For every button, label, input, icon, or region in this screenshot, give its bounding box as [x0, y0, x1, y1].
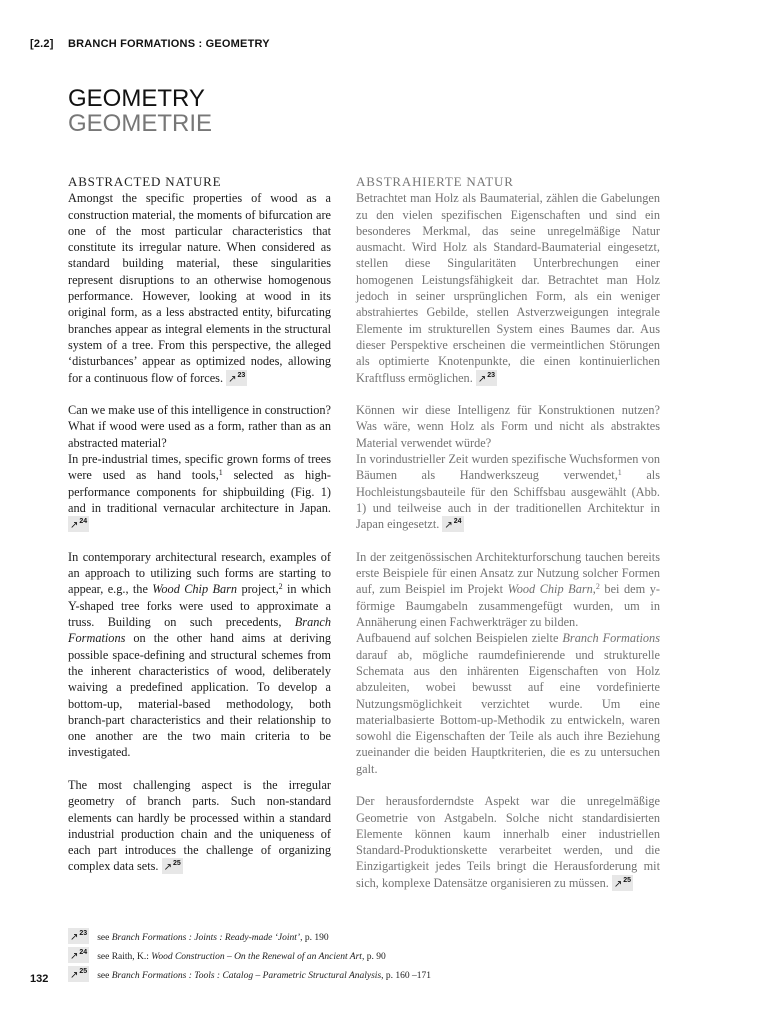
paragraph: The most challenging aspect is the irregular geometry of branch parts. Such non-standard elements can hardly be processed within a standard industrial production chain and the uniqueness of each part introduces the challenge of organizing complex data sets. ↗$^{25}$: [68, 777, 331, 874]
arrow-icon: ↗: [70, 932, 79, 943]
footnote-marker: 2: [278, 582, 283, 592]
footnote-marker: 2: [595, 582, 600, 592]
paragraph: In vorindustrieller Zeit wurden spezifische Wuchsformen von Bäumen als Handwerkszeug verwendet,$^1$ als Hochleistungsbauteile für den Schiffsbau ausgewählt (Abb. 1) und teilweise auch in der traditionellen Architektur in Japan eingesetzt. ↗$^{24}$: [356, 452, 660, 532]
paragraph: In der zeitgenössischen Architekturforschung tauchen bereits erste Beispiele für einen Ansatz zur Nutzung solcher Formen auf, zum Beispiel im Projekt Wood Chip Barn,$^2$ bei dem y-förmige Baumgabeln zusammengefügt wurden, um in Annäherung einen Fachwerkträger zu bilden.: [356, 549, 660, 630]
paragraph: Amongst the specific properties of wood as a construction material, the moments of bifurcation are one of the most particular characteristics that constitute its irregular nature. When considered as standard building material, these singularities represent disruptions to an otherwise homogenous performance. However, looking at wood in its original form, as a less abstracted entity, bifurcating branches appear as integral elements in the structural system of a tree. From this perspective, the alleged ‘disturbances’ appear as optimized nodes, allowing for a continuous flow of forces. ↗$^{23}$: [68, 191, 331, 385]
page-number: 132: [30, 973, 49, 985]
arrow-icon: ↗: [477, 373, 487, 385]
title-german: GEOMETRIE: [68, 110, 213, 137]
paragraph: In contemporary architectural research, examples of an approach to utilizing such forms are starting to appear, e.g., the Wood Chip Barn project,$^2$ in which Y-shaped tree forks were used to approximate a truss. Building on such precedents, Branch Formations on the other hand aims at deriving possible space-defining and structural schemes from the inherent characteristics of wood, deliberately waiving a predefined application. To develop a bottom-up, material-based methodology, both branch-part characteristics and their relationship to one another are the two main criteria to be investigated.: [68, 549, 331, 760]
paragraph: Können wir diese Intelligenz für Konstruktionen nutzen? Was wäre, wenn Holz als Form und nicht als abstraktes Material verwendet würde?: [356, 403, 660, 450]
running-title: BRANCH FORMATIONS : GEOMETRY: [68, 38, 270, 50]
running-header: [30, 38, 270, 50]
reference-marker[interactable]: ↗$^{24}$: [70, 518, 88, 532]
arrow-icon: ↗: [613, 878, 623, 890]
reference-marker[interactable]: ↗$^{23}$: [228, 371, 246, 385]
arrow-icon: ↗: [70, 951, 79, 962]
footnote-marker: 1: [617, 468, 622, 478]
reference-marker: ↗$^{25}$: [70, 968, 88, 981]
footnote-marker: 1: [218, 468, 223, 478]
arrow-icon: ↗: [70, 520, 79, 532]
section-heading-english: ABSTRACTED NATURE: [68, 174, 222, 189]
reference-marker[interactable]: ↗$^{25}$: [613, 876, 632, 890]
reference-marker[interactable]: ↗$^{24}$: [444, 518, 462, 532]
section-number: [2.2]: [30, 38, 54, 50]
page-title: [68, 86, 212, 136]
reference-marker: ↗$^{24}$: [70, 949, 88, 962]
english-column: [68, 174, 331, 875]
german-column: [356, 174, 660, 891]
title-english: GEOMETRY: [68, 85, 205, 112]
arrow-icon: ↗: [444, 520, 453, 532]
reference-marker[interactable]: ↗$^{25}$: [163, 860, 181, 874]
paragraph: Can we make use of this intelligence in construction? What if wood were used as a form, rather than as an abstracted material?: [68, 403, 331, 450]
footnotes: [68, 928, 431, 985]
paragraph: Betrachtet man Holz als Baumaterial, zählen die Gabelungen zu den vielen spezifischen Eigenschaften und sind ein besonderes Merkmal, das seine unregelmäßige Natur ausmacht. Wird Holz als Standard-Baumaterial eingesetzt, stellen diese Singularitäten Unterbrechungen einer homogenen Leistungsfähigkeit dar. Betrachtet man Holz jedoch in seiner ursprünglichen Form, als ein weniger abstrahiertes Gebilde, stellen Astverzweigungen integrale Elemente im strukturellen System eines Baumes dar. Aus dieser Perspektive erscheinen die vermeintlichen Störungen als optimierte Knotenpunkte, die einen kontinuierlichen Kraftfluss ermöglichen. ↗$^{23}$: [356, 191, 660, 385]
arrow-icon: ↗: [228, 373, 237, 385]
reference-marker[interactable]: ↗$^{23}$: [477, 371, 496, 385]
arrow-icon: ↗: [163, 862, 172, 874]
footnote-item: ↗$^{25}$ see Branch Formations : Tools : Catalog – Parametric Structural Analysis, p. 160 –171: [70, 968, 432, 981]
section-heading-german: ABSTRAHIERTE NATUR: [356, 174, 514, 189]
paragraph: In pre-industrial times, specific grown forms of trees were used as hand tools,$^1$ selected as high-performance components for shipbuilding (Fig. 1) and in traditional vernacular architecture in Japan. ↗$^{24}$: [68, 452, 331, 532]
paragraph: Aufbauend auf solchen Beispielen zielte Branch Formations darauf ab, mögliche raumdefinierende und strukturelle Schemata aus den inhärenten Eigenschaften von Holz abzuleiten, wobei bewusst auf eine vordefinierte Nutzungsmöglichkeit verzichtet wurde. Um eine materialbasierte Bottom-up-Methodik zu entwickeln, waren sowohl die Eigenschaften der Teile als auch ihre Beziehung zueinander die beiden Hauptkriterien, die es zu untersuchen galt.: [356, 631, 660, 776]
footnote-item: ↗$^{23}$ see Branch Formations : Joints : Ready-made ‘Joint’, p. 190: [70, 930, 329, 943]
arrow-icon: ↗: [70, 970, 79, 981]
reference-marker: ↗$^{23}$: [70, 930, 88, 943]
paragraph: Der herausforderndste Aspekt war die unregelmäßige Geometrie von Astgabeln. Solche nicht standardisierten Elemente können kaum innerhalb einer industriellen Standard-Produktionskette verarbeitet werden, und die Einzigartigkeit jedes Teils bringt die Herausforderung mit sich, komplexe Datensätze organisieren zu müssen. ↗$^{25}$: [356, 794, 660, 890]
footnote-item: ↗$^{24}$ see Raith, K.: Wood Construction – On the Renewal of an Ancient Art, p. 90: [70, 949, 386, 962]
